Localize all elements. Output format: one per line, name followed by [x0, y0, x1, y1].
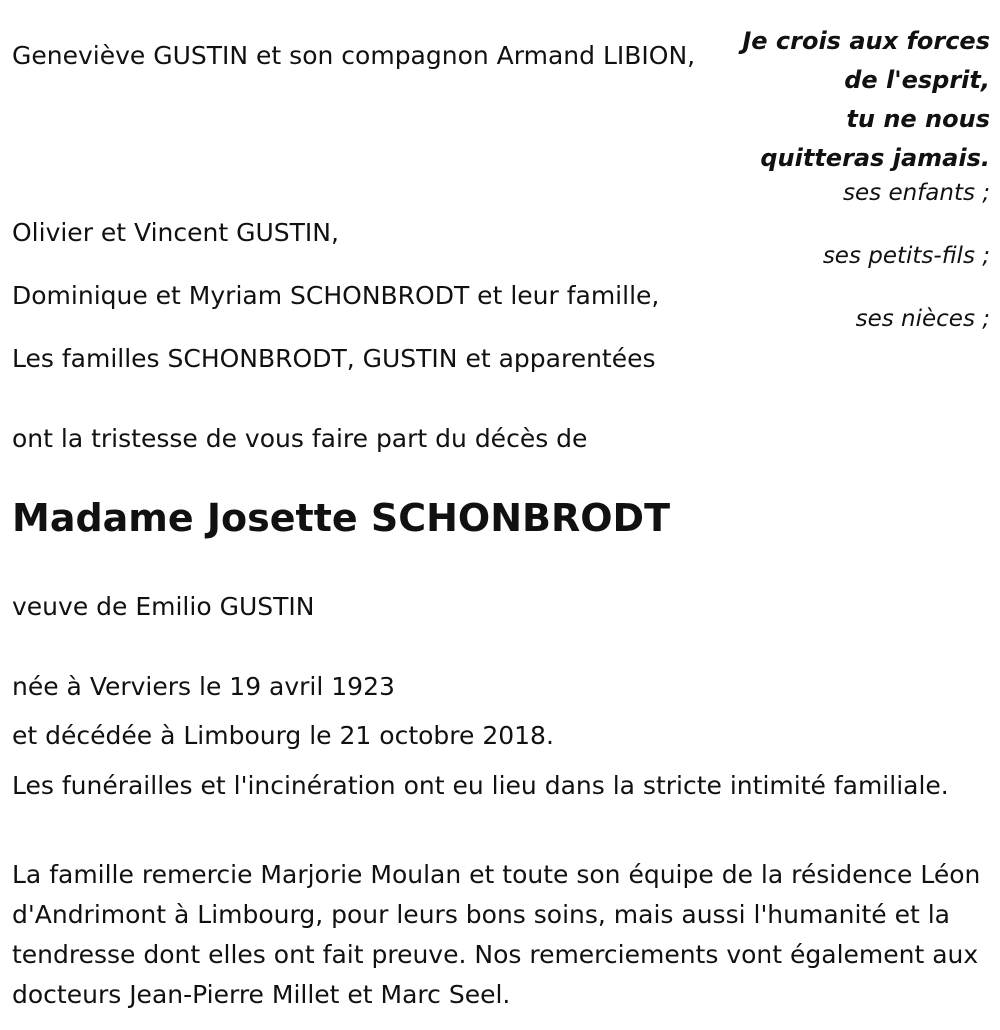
epigraph-quote — [730, 22, 990, 178]
deceased-name: Madame Josette SCHONBRODT — [12, 496, 671, 540]
funeral-info: Les funérailles et l'incinération ont eu lieu dans la stricte intimité familiale. — [12, 771, 949, 800]
relation-grandsons: ses petits-fils ; — [822, 243, 990, 269]
quote-line: Je crois aux forces — [742, 27, 990, 55]
relation-children: ses enfants ; — [843, 180, 990, 206]
death-info: et décédée à Limbourg le 21 octobre 2018. — [12, 721, 554, 750]
widow-of: veuve de Emilio GUSTIN — [12, 592, 315, 621]
family-nieces: Dominique et Myriam SCHONBRODT et leur famille, — [12, 281, 660, 310]
family-children: Geneviève GUSTIN et son compagnon Armand LIBION, — [12, 41, 696, 70]
thanks-paragraph: La famille remercie Marjorie Moulan et toute son équipe de la résidence Léon d'Andrimont à Limbourg, pour leurs bons soins, mais aussi l'humanité et la tendresse dont elles ont fait preuve. Nos remerciements vont également aux docteurs Jean-Pierre Millet et Marc Seel. — [12, 860, 981, 1009]
quote-line: quitteras jamais. — [760, 144, 990, 172]
family-relatives: Les familles SCHONBRODT, GUSTIN et apparentées — [12, 344, 656, 373]
quote-line: de l'esprit, — [844, 66, 990, 94]
relation-nieces: ses nièces ; — [855, 306, 990, 332]
quote-line: tu ne nous — [846, 105, 990, 133]
family-grandsons: Olivier et Vincent GUSTIN, — [12, 218, 339, 247]
announcement-text: ont la tristesse de vous faire part du décès de — [12, 424, 588, 453]
birth-info: née à Verviers le 19 avril 1923 — [12, 672, 395, 701]
